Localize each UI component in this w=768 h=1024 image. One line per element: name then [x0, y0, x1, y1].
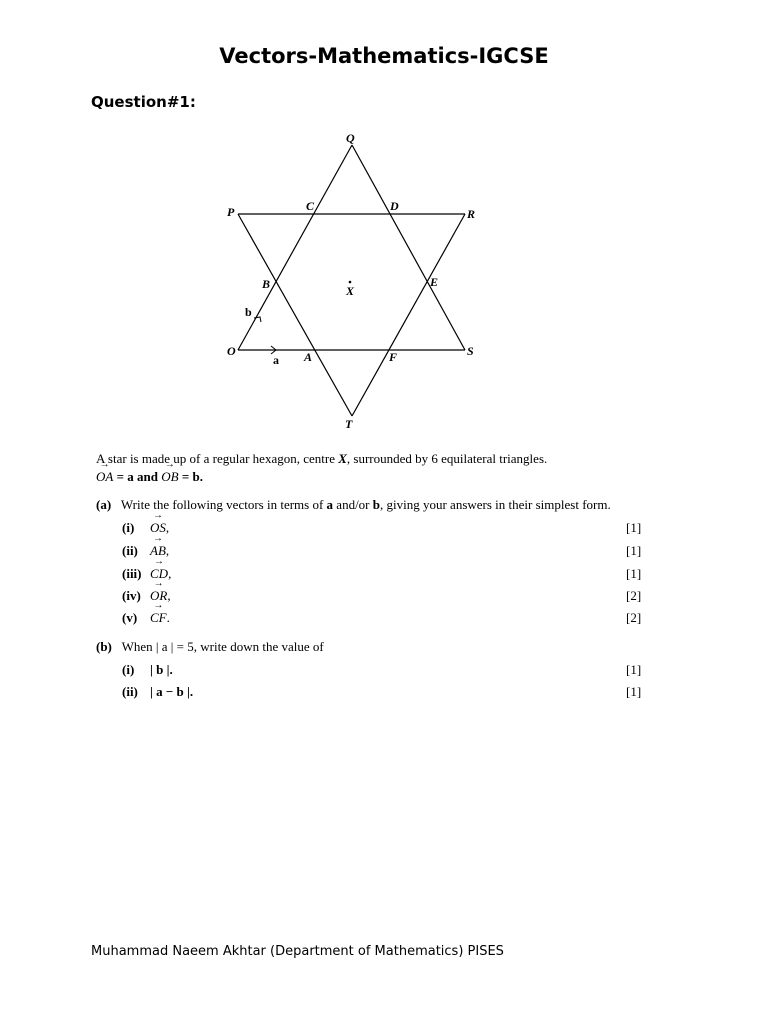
- label-b-point: B: [262, 277, 271, 291]
- label-r: R: [467, 207, 476, 221]
- question-heading: Question#1:: [91, 93, 196, 111]
- label-d: D: [390, 199, 399, 213]
- part-b-item-2-marks: [1]: [626, 684, 642, 699]
- label-x: X: [346, 284, 355, 298]
- label-q: Q: [346, 131, 355, 145]
- part-a-item-3: (iii) → CD,: [122, 566, 142, 582]
- intro-line-2: → OA = a and → OB = b.: [96, 469, 547, 485]
- part-a-item-5: (v) → CF.: [122, 610, 137, 626]
- label-s: S: [467, 344, 474, 358]
- part-a-item-1: (i) → OS,: [122, 520, 134, 536]
- label-f: F: [389, 350, 398, 364]
- document-title: Vectors-Mathematics-IGCSE: [219, 44, 549, 68]
- page-footer: Muhammad Naeem Akhtar (Department of Mathematics) PISES: [91, 944, 504, 959]
- part-b-item-1-marks: [1]: [626, 662, 642, 677]
- part-a-item-1-marks: [1]: [626, 520, 642, 535]
- label-e: E: [430, 275, 439, 289]
- part-a-item-4-marks: [2]: [626, 588, 642, 603]
- label-c: C: [306, 199, 315, 213]
- label-o: O: [227, 344, 236, 358]
- part-a-item-5-marks: [2]: [626, 610, 642, 625]
- label-a-point: A: [304, 350, 313, 364]
- label-t: T: [345, 417, 353, 431]
- part-b-prompt: (b) When | a | = 5, write down the value of: [96, 639, 324, 654]
- line-q-o: [238, 145, 352, 350]
- part-a-item-2: (ii) → AB,: [122, 543, 138, 559]
- line-r-t: [352, 214, 465, 416]
- label-vector-a: a: [273, 353, 279, 367]
- vector-ob: → OB: [161, 469, 178, 485]
- part-a-prompt: (a) Write the following vectors in terms of a and/or b, giving your answers in their simplest form.: [96, 497, 611, 512]
- label-vector-b: b: [245, 305, 252, 319]
- part-b-item-2: (ii) | a − b |.: [122, 684, 194, 699]
- centre-point: [349, 281, 352, 284]
- part-b-item-1: (i) | b |.: [122, 662, 173, 677]
- line-s-q: [352, 145, 465, 350]
- part-a-item-3-marks: [1]: [626, 566, 642, 581]
- label-p: P: [227, 205, 235, 219]
- intro-line-1: A star is made up of a regular hexagon, centre X, surrounded by 6 equilateral triangles.: [96, 451, 548, 466]
- vector-oa: → OA: [96, 469, 113, 485]
- intro-text: [96, 451, 547, 485]
- part-a-item-2-marks: [1]: [626, 543, 642, 558]
- part-a-item-4: (iv) → OR,: [122, 588, 141, 604]
- line-t-p: [238, 214, 352, 416]
